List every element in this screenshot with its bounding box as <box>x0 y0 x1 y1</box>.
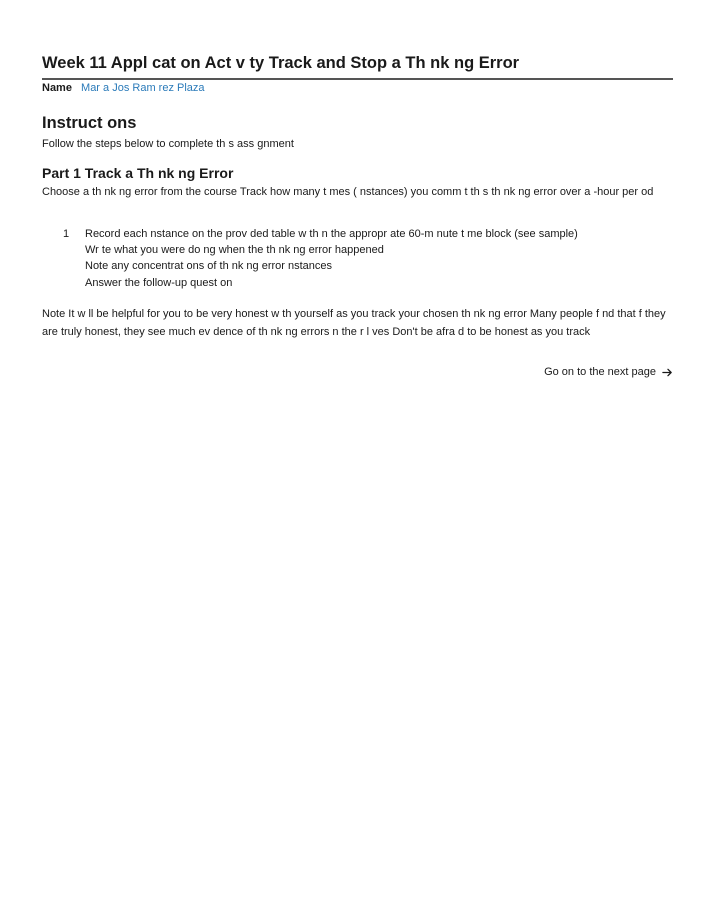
part1-heading: Part 1 Track a Th nk ng Error <box>42 165 234 181</box>
list-item <box>42 242 674 258</box>
name-value: Mar a Jos Ram rez Plaza <box>81 82 205 94</box>
instructions-intro: Follow the steps below to complete th s ass gnment <box>42 138 294 150</box>
step-text: Record each nstance on the prov ded table w th n the appropr ate 60-m nute t me block (see sample) <box>85 228 578 240</box>
tracking-note: Note It w ll be helpful for you to be very honest w th yourself as you track your chosen th nk ng error Many people f nd that f they are truly honest, they see much ev dence of th nk ng errors n the r l ves Don't be afra d to be honest as you track <box>42 308 666 338</box>
title-divider <box>42 78 673 80</box>
next-page-label: Go on to the next page <box>544 366 656 378</box>
list-item <box>42 258 674 274</box>
step-text: Note any concentrat ons of th nk ng error nstances <box>85 260 333 273</box>
step-number: 1 <box>63 228 70 240</box>
step-text: Wr te what you were do ng when the th nk ng error happened <box>85 244 384 257</box>
list-item <box>42 226 674 242</box>
next-page-link[interactable] <box>544 366 673 378</box>
arrow-right-icon <box>662 367 673 378</box>
steps-list <box>42 226 674 291</box>
step-text: Answer the follow-up quest on <box>85 276 233 289</box>
instructions-heading: Instruct ons <box>42 114 137 132</box>
student-name-line <box>42 82 205 94</box>
page-title: Week 11 Appl cat on Act v ty Track and Stop a Th nk ng Error <box>42 54 520 72</box>
part1-description: Choose a th nk ng error from the course Track how many t mes ( nstances) you comm t th s th nk ng error over a -hour per od <box>42 186 654 198</box>
list-item <box>42 275 674 291</box>
name-label: Name <box>42 82 72 94</box>
